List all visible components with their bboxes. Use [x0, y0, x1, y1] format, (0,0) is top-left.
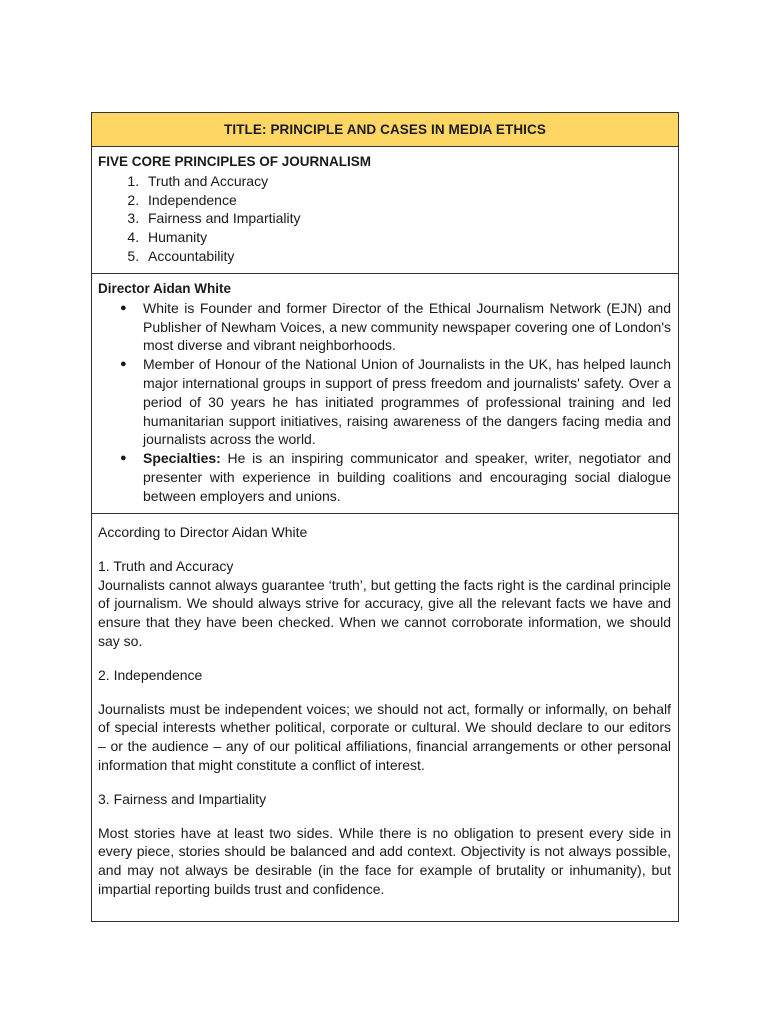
- section-heading: 1. Truth and Accuracy: [98, 557, 234, 574]
- bio-text: He is an inspiring communicator and speaker, writer, negotiator and presenter with experience in building coalitions and encouraging social dialogue between employers and unions.: [143, 450, 671, 504]
- principles-list: [98, 172, 671, 266]
- document-title: TITLE: PRINCIPLE AND CASES IN MEDIA ETHICS: [224, 122, 546, 137]
- bio-text: White is Founder and former Director of the Ethical Journalism Network (EJN) and Publisher of Newham Voices, a new community newspaper covering one of London's most diverse and vibrant neighborhoods.: [143, 299, 671, 354]
- principle-item: 1. Truth and Accuracy: [143, 172, 671, 191]
- director-section: [92, 273, 678, 513]
- section-heading: 2. Independence: [98, 666, 203, 683]
- bio-item: [120, 449, 671, 505]
- bio-text: Member of Honour of the National Union of Journalists in the UK, has helped launch major international groups in support of press freedom and journalists' safety. Over a period of 30 years he has initiated programmes of professional training and led humanitarian support initiatives, raising awareness of the dangers facing media and journalists across the world.: [143, 356, 671, 448]
- document-table: [91, 112, 679, 922]
- section-heading: 3. Fairness and Impartiality: [98, 790, 267, 807]
- section-paragraph: Journalists must be independent voices; we should not act, formally or informally, on behalf of special interests whether political, corporate or cultural. We should declare to our editors – or the audience – any of our political affiliations, financial arrangements or other personal information that might constitute a conflict of interest.: [98, 700, 671, 773]
- principle-item: 3. Fairness and Impartiality: [143, 209, 671, 228]
- title-row: [92, 113, 678, 146]
- bullet-icon: ●: [120, 452, 127, 465]
- according-section: [92, 513, 678, 921]
- principle-item: 4. Humanity: [143, 228, 671, 247]
- director-bio-list: [98, 299, 671, 506]
- bio-item: [120, 299, 671, 355]
- bullet-icon: ●: [120, 358, 127, 371]
- principles-heading: FIVE CORE PRINCIPLES OF JOURNALISM: [98, 154, 372, 169]
- specialties-label: Specialties:: [143, 450, 221, 467]
- bio-item: [120, 355, 671, 449]
- principles-section: [92, 146, 678, 273]
- principle-item: 2. Independence: [143, 191, 671, 210]
- principle-item: 5. Accountability: [143, 247, 671, 266]
- bullet-icon: ●: [120, 301, 127, 314]
- section-paragraph: Journalists cannot always guarantee ‘truth’, but getting the facts right is the cardinal principle of journalism. We should always strive for accuracy, give all the relevant facts we have and ensure that they have been checked. When we cannot corroborate information, we should say so.: [98, 576, 671, 649]
- section-paragraph: Most stories have at least two sides. While there is no obligation to present every side in every piece, stories should be balanced and add context. Objectivity is not always possible, and may not always be desirable (in the face for example of brutality or inhumanity), but impartial reporting builds trust and confidence.: [98, 824, 671, 897]
- according-intro: According to Director Aidan White: [98, 524, 308, 540]
- director-heading: Director Aidan White: [98, 281, 232, 296]
